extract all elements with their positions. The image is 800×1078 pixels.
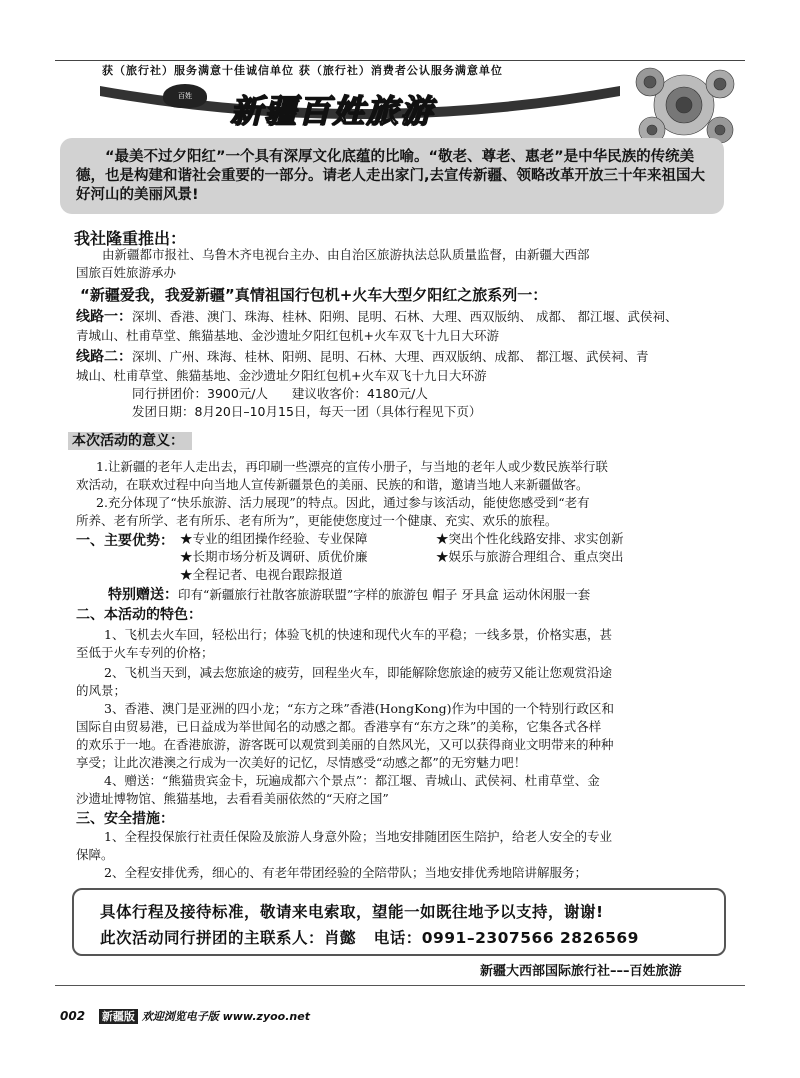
advantages-title: 一、主要优势： (76, 533, 174, 549)
advantage-item: ★专业的组团操作经验、专业保障 (180, 531, 368, 546)
feature-1-line-1: 1、飞机去火车回，轻松出行；体验飞机的快速和现代火车的平稳；一线多景，价格实惠，甚 (104, 627, 612, 642)
feature-2-line-1: 2、飞机当天到，减去您旅途的疲劳，回程坐火车，即能解除您旅途的疲劳又能让您观赏沿途 (104, 665, 612, 680)
feature-1-line-2: 至低于火车专列的价格； (76, 645, 214, 660)
price-line: 同行拼团价：3900元/人 建议收客价：4180元/人 (132, 386, 428, 401)
safety-1-line-2: 保障。 (76, 847, 114, 862)
page-number: 002 (60, 1009, 86, 1023)
contact-line-2: 此次活动同行拼团的主联系人：肖懿 电话：0991–2307566 2826569 (100, 929, 639, 947)
safety-title: 三、安全措施： (76, 811, 174, 827)
page-footer (60, 1008, 310, 1024)
edition-badge: 新疆版 (99, 1009, 138, 1024)
advantage-item: ★长期市场分析及调研、质优价廉 (180, 549, 368, 564)
sponsor-line-2: 国旅百姓旅游承办 (76, 265, 177, 280)
feature-3-line-1: 3、香港、澳门是亚洲的四小龙；“东方之珠”香港(HongKong)作为中国的一个特别行政区和 (104, 701, 615, 716)
feature-3-line-4: 享受；让此次港澳之行成为一次美好的记忆，尽情感受“动感之都”的无穷魅力吧！ (76, 755, 527, 770)
launch-title: 我社隆重推出： (74, 229, 187, 248)
significance-title-label: 本次活动的意义： (68, 432, 192, 450)
feature-2-line-2: 的风景； (76, 683, 127, 698)
footer-rule (55, 985, 745, 986)
date-line: 发团日期：8月20日–10月15日，每天一团（具体行程见下页） (132, 404, 482, 419)
significance-title (68, 430, 192, 450)
significance-p1-line-1: 1.让新疆的老年人走出去，再印刷一些漂亮的宣传小册子，与当地的老年人或少数民族举行联 (96, 459, 608, 474)
sponsor-line-1: 由新疆都市报社、乌鲁木齐电视台主办、由自治区旅游执法总队质量监督，由新疆大西部 (102, 247, 590, 262)
significance-p1-line-2: 欢活动，在联欢过程中向当地人宣传新疆景色的美丽、民族的和谐，邀请当地人来新疆做客。 (76, 477, 589, 492)
feature-4-line-2: 沙遗址博物馆、熊猫基地，去看看美丽依然的“天府之国” (76, 791, 389, 806)
gift-label: 特别赠送： (108, 587, 178, 603)
route-1 (76, 308, 677, 326)
award-line: 获（旅行社）服务满意十佳诚信单位 获（旅行社）消费者公认服务满意单位 (102, 64, 503, 77)
brand-name: 新疆百姓旅游 (230, 92, 435, 130)
flower-decoration-icon (628, 60, 740, 150)
advantage-item: ★突出个性化线路安排、求实创新 (436, 531, 624, 546)
safety-1-line-1: 1、全程投保旅行社责任保险及旅游人身意外险；当地安排随团医生陪护，给老人安全的专业 (104, 829, 612, 844)
contact-line-1: 具体行程及接待标准，敬请来电索取，望能一如既往地予以支持，谢谢! (100, 903, 604, 921)
contact-box (72, 888, 726, 956)
feature-4-line-1: 4、赠送：“熊猫贵宾金卡，玩遍成都六个景点”：都江堰、青城山、武侯祠、杜甫草堂、金 (104, 773, 600, 788)
feature-3-line-3: 的欢乐于一地。在香港旅游，游客既可以观赏到美丽的自然风光，又可以获得商业文明带来的种种 (76, 737, 614, 752)
significance-p2-line-2: 所养、老有所学、老有所乐、老有所为”，更能使您度过一个健康、充实、欢乐的旅程。 (76, 513, 558, 528)
route-2-line-2: 城山、杜甫草堂、熊猫基地、金沙遗址夕阳红包机+火车双飞十九日大环游 (76, 368, 487, 383)
logo-badge: 百姓 (163, 84, 207, 108)
safety-2-line-1: 2、全程安排优秀，细心的、有老年带团经验的全陪带队；当地安排优秀地陪讲解服务； (104, 865, 587, 880)
advantage-item: ★全程记者、电视台跟踪报道 (180, 567, 343, 582)
gift-text: 印有“新疆旅行社散客旅游联盟”字样的旅游包 帽子 牙具盒 运动休闲服一套 (178, 587, 591, 602)
gift-line (108, 584, 590, 604)
route-1-line-1: 深圳、香港、澳门、珠海、桂林、阳朔、昆明、石林、大理、西双版纳、 成都、 都江堰、武侯祠、 (132, 309, 678, 324)
route-1-line-2: 青城山、杜甫草堂、熊猫基地、金沙遗址夕阳红包机+火车双飞十九日大环游 (76, 328, 499, 343)
significance-p2-line-1: 2.充分体现了“快乐旅游、活力展现”的特点。因此，通过参与该活动，能使您感受到“老有 (96, 495, 590, 510)
intro-text: “最美不过夕阳红”一个具有深厚文化底蕴的比喻。“敬老、尊老、惠老”是中华民族的传统美德，也是构建和谐社会重要的一部分。请老人走出家门,去宣传新疆、领略改革开放三十年来祖国大好河山的美丽风景! (76, 149, 706, 203)
route-1-label: 线路一： (76, 309, 132, 325)
route-2-label: 线路二： (76, 349, 132, 365)
feature-3-line-2: 国际自由贸易港，已日益成为举世闻名的动感之都。香港享有“东方之珠”的美称，它集各式各样 (76, 719, 602, 734)
features-title: 二、本活动的特色： (76, 607, 202, 623)
route-2-line-1: 深圳、广州、珠海、桂林、阳朔、昆明、石林、大理、西双版纳、成都、 都江堰、武侯祠、青 (132, 349, 649, 364)
agency-name: 新疆大西部国际旅行社–––百姓旅游 (480, 964, 682, 979)
website-text[interactable]: 欢迎浏览电子版 www.zyoo.net (141, 1010, 310, 1023)
route-2 (76, 348, 648, 366)
advantage-item: ★娱乐与旅游合理组合、重点突出 (436, 549, 624, 564)
series-title: “新疆爱我，我爱新疆”真情祖国行包机+火车大型夕阳红之旅系列一： (80, 286, 548, 304)
